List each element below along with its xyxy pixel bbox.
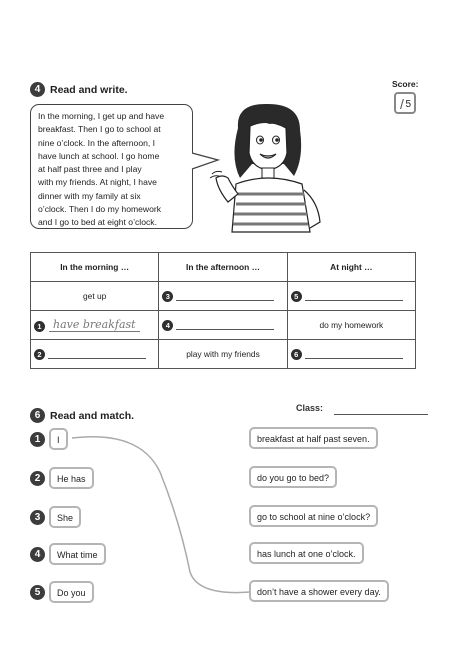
match-number: 3 (30, 510, 45, 525)
cell-afternoon-3: play with my friends (159, 340, 287, 369)
match-right-item[interactable]: do you go to bed? (249, 466, 337, 488)
section-6-title: Read and match. (50, 410, 135, 422)
answer-number: 4 (162, 320, 173, 331)
bubble-line: In the morning, I get up and have (38, 111, 165, 121)
bubble-line: have lunch at school. I go home (38, 150, 160, 161)
bubble-line: and I go to bed at eight o’clock. (38, 217, 157, 228)
girl-illustration (208, 98, 333, 233)
answer-line[interactable] (305, 291, 403, 301)
cell-afternoon-2 (159, 311, 287, 340)
cell-afternoon-1 (159, 282, 287, 311)
speech-bubble (30, 104, 193, 229)
answer-number: 5 (291, 291, 302, 302)
header-night: At night … (287, 253, 415, 282)
match-right-item[interactable]: has lunch at one o’clock. (249, 542, 364, 564)
answer-number: 2 (34, 349, 45, 360)
match-right-item[interactable]: don’t have a shower every day. (249, 580, 389, 602)
cell-night-1 (287, 282, 415, 311)
cell-night-2: do my homework (287, 311, 415, 340)
bubble-line: nine o’clock. In the afternoon, I (38, 137, 156, 148)
match-left-item[interactable]: What time (49, 543, 106, 565)
match-left-item[interactable]: I (49, 428, 68, 450)
answer-number: 3 (162, 291, 173, 302)
score-slash-icon: / (400, 96, 404, 112)
bubble-line: with my friends. At night, I have (38, 177, 157, 188)
score-box (394, 92, 416, 114)
answer-number: 6 (291, 349, 302, 360)
section-4-title: Read and write. (50, 84, 128, 96)
bubble-line: at half past three and I play (38, 164, 142, 175)
match-right-item[interactable]: breakfast at half past seven. (249, 427, 378, 449)
match-line (70, 432, 255, 597)
bubble-line: breakfast. Then I go to school at (38, 124, 161, 135)
bubble-line: dinner with my family at six (38, 190, 141, 201)
header-afternoon: In the afternoon … (159, 253, 287, 282)
header-morning: In the morning … (31, 253, 159, 282)
class-input-line[interactable] (334, 414, 428, 415)
match-left-item[interactable]: She (49, 506, 81, 528)
routine-table (30, 252, 416, 369)
match-number: 4 (30, 547, 45, 562)
answer-number: 1 (34, 321, 45, 332)
score-value: 5 (405, 99, 411, 110)
match-right-item[interactable]: go to school at nine o’clock? (249, 505, 378, 527)
cell-morning-1: get up (31, 282, 159, 311)
class-label: Class: (296, 403, 324, 413)
match-left-item[interactable]: Do you (49, 581, 94, 603)
answer-line[interactable] (48, 349, 146, 359)
match-number: 1 (30, 432, 45, 447)
bubble-line: o’clock. Then I do my homework (38, 204, 162, 215)
match-left-item[interactable]: He has (49, 467, 94, 489)
cell-morning-3 (31, 340, 159, 369)
cell-morning-2 (31, 311, 159, 340)
match-number: 2 (30, 471, 45, 486)
match-number: 5 (30, 585, 45, 600)
answer-line[interactable] (176, 291, 274, 301)
example-answer: have breakfast (49, 318, 140, 332)
section-4-number: 4 (30, 82, 45, 97)
cell-night-3 (287, 340, 415, 369)
score-label: Score: (392, 79, 419, 89)
section-6-number: 6 (30, 408, 45, 423)
answer-line[interactable] (176, 320, 274, 330)
answer-line[interactable] (305, 349, 403, 359)
